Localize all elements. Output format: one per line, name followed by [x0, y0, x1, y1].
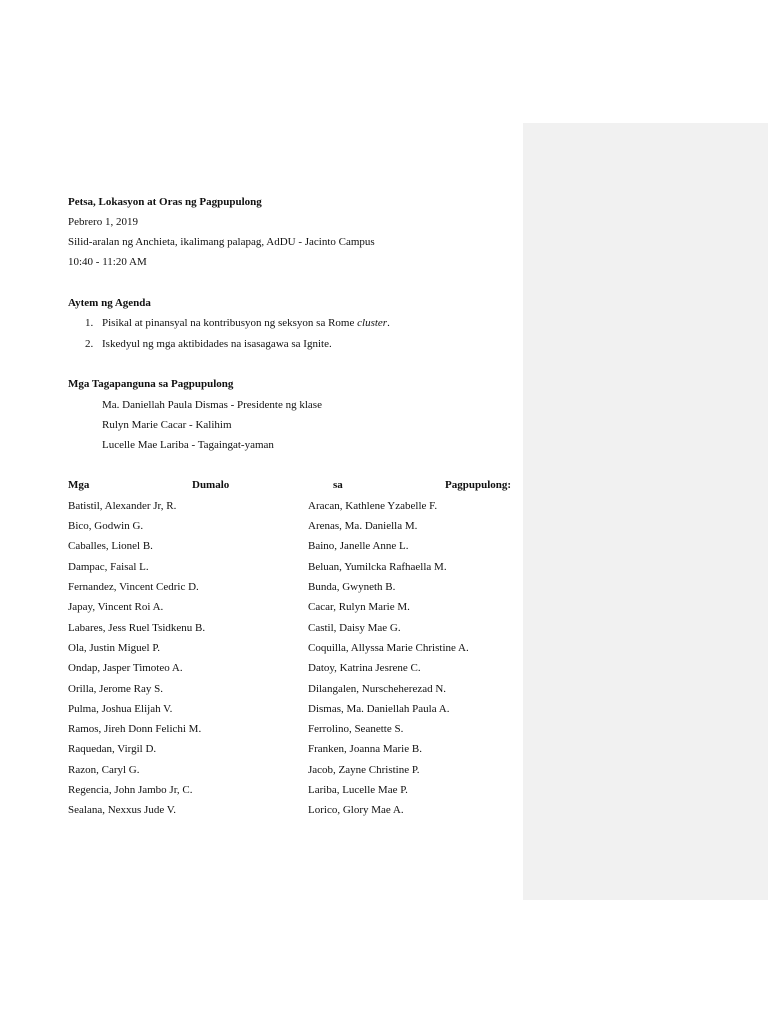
- attendee-row: Ondap, Jasper Timoteo A. Datoy, Katrina Jesrene C.: [68, 662, 421, 674]
- attendee-row: Bico, Godwin G. Arenas, Ma. Daniella M.: [68, 520, 418, 532]
- attendee-row: Caballes, Lionel B. Baino, Janelle Anne L.: [68, 540, 409, 552]
- attendees-heading: Mga Dumalo sa Pagpupulong:: [68, 479, 512, 491]
- attendee-row: Pulma, Joshua Elijah V. Dismas, Ma. Daniellah Paula A.: [68, 703, 450, 715]
- agenda-heading: Aytem ng Agenda: [68, 297, 151, 309]
- officers-heading: Mga Tagapanguna sa Pagpupulong: [68, 378, 234, 390]
- attendee-row: Batistil, Alexander Jr, R. Aracan, Kathlene Yzabelle F.: [68, 500, 438, 512]
- attendee-row: Regencia, John Jambo Jr, C. Lariba, Lucelle Mae P.: [68, 784, 408, 796]
- attendee-row: Fernandez, Vincent Cedric D. Bunda, Gwyneth B.: [68, 581, 396, 593]
- meeting-heading: Petsa, Lokasyon at Oras ng Pagpupulong: [68, 196, 262, 208]
- agenda-item-text: Iskedyul ng mga aktibidades na isasagawa sa Ignite.: [102, 338, 332, 350]
- attendee-row: Ramos, Jireh Donn Felichi M. Ferrolino, Seanette S.: [68, 723, 404, 735]
- comment-margin-pane: [523, 123, 768, 900]
- officer-president: Ma. Daniellah Paula Dismas - Presidente ng klase: [102, 399, 322, 411]
- officer-treasurer: Lucelle Mae Lariba - Tagaingat-yaman: [102, 439, 274, 451]
- attendee-row: Sealana, Nexxus Jude V. Lorico, Glory Mae A.: [68, 804, 404, 816]
- attendee-row: Raquedan, Virgil D. Franken, Joanna Marie B.: [68, 743, 422, 755]
- agenda-item-text: Pisikal at pinansyal na kontribusyon ng seksyon sa Rome cluster.: [102, 317, 390, 329]
- agenda-item-number: 2.: [85, 338, 94, 350]
- attendee-row: Razon, Caryl G. Jacob, Zayne Christine P.: [68, 764, 420, 776]
- attendee-row: Labares, Jess Ruel Tsidkenu B. Castil, Daisy Mae G.: [68, 622, 401, 634]
- attendee-row: Dampac, Faisal L. Beluan, Yumilcka Rafhaella M.: [68, 561, 447, 573]
- attendee-row: Japay, Vincent Roi A. Cacar, Rulyn Marie M.: [68, 601, 410, 613]
- meeting-location: Silid-aralan ng Anchieta, ikalimang palapag, AdDU - Jacinto Campus: [68, 236, 375, 248]
- agenda-item-number: 1.: [85, 317, 94, 329]
- agenda-item-emphasis: cluster: [357, 317, 388, 329]
- officer-secretary: Rulyn Marie Cacar - Kalihim: [102, 419, 232, 431]
- attendee-row: Orilla, Jerome Ray S. Dilangalen, Nurscheherezad N.: [68, 683, 447, 695]
- meeting-date: Pebrero 1, 2019: [68, 216, 138, 228]
- attendee-row: Ola, Justin Miguel P. Coquilla, Allyssa Marie Christine A.: [68, 642, 469, 654]
- meeting-time: 10:40 - 11:20 AM: [68, 256, 147, 268]
